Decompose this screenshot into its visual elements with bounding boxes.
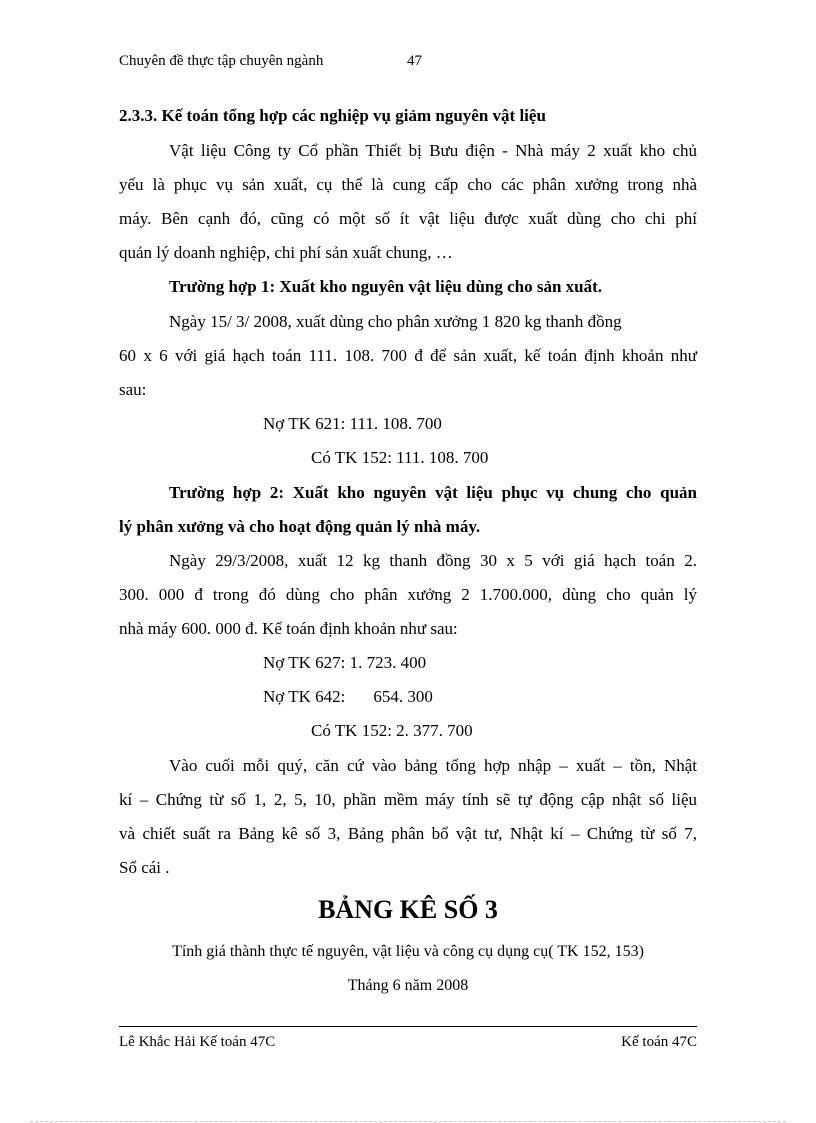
case2-debit-entry-627: Nợ TK 627: 1. 723. 400 [263, 653, 427, 672]
case2-line-3: nhà máy 600. 000 đ. Kế toán định khoản như sau: [119, 619, 458, 638]
closing-line-3: và chiết suất ra Bảng kê số 3, Bảng phân bổ vật tư, Nhật kí – Chứng từ số 7, [119, 824, 697, 843]
case2-line-2: 300. 000 đ trong đó dùng cho phân xưởng 2 1.700.000, dùng cho quản lý [119, 585, 697, 604]
closing-line-2: kí – Chứng từ số 1, 2, 5, 10, phần mềm máy tính sẽ tự động cập nhật số liệu [119, 790, 697, 809]
intro-line-2: yếu là phục vụ sản xuất, cụ thể là cung cấp cho các phân xưởng trong nhà [119, 175, 697, 194]
case2-credit-entry: Có TK 152: 2. 377. 700 [311, 721, 473, 740]
case2-debit-entry-642 [263, 685, 563, 709]
section-heading: 2.3.3. Kế toán tổng hợp các nghiệp vụ giảm nguyên vật liệu [119, 106, 546, 125]
case2-debit-642-value: 654. 300 [373, 687, 433, 706]
intro-line-3: máy. Bên cạnh đó, cũng có một số ít vật liệu được xuất dùng cho chi phí [119, 209, 697, 228]
footer-author: Lê Khắc Hải Kế toán 47C [119, 1034, 276, 1050]
case2-line-1: Ngày 29/3/2008, xuất 12 kg thanh đồng 30 x 5 với giá hạch toán 2. [169, 551, 697, 570]
intro-line-1: Vật liệu Công ty Cổ phần Thiết bị Bưu điện - Nhà máy 2 xuất kho chủ [169, 141, 697, 160]
case2-debit-642-label: Nợ TK 642: [263, 687, 346, 706]
case2-heading-line-1: Trường hợp 2: Xuất kho nguyên vật liệu phục vụ chung cho quản [169, 483, 697, 502]
page-number: 47 [407, 53, 422, 69]
case1-heading: Trường hợp 1: Xuất kho nguyên vật liệu dùng cho sản xuất. [169, 277, 603, 296]
page-header [119, 50, 422, 72]
case1-line-1: Ngày 15/ 3/ 2008, xuất dùng cho phân xưởng 1 820 kg thanh đồng [169, 312, 622, 331]
case1-debit-entry: Nợ TK 621: 111. 108. 700 [263, 414, 442, 433]
case1-line-2: 60 x 6 với giá hạch toán 111. 108. 700 đ để sản xuất, kế toán định khoản như [119, 346, 697, 365]
header-title: Chuyên đề thực tập chuyên ngành [119, 53, 324, 69]
intro-line-4: quản lý doanh nghiệp, chi phí sản xuất chung, … [119, 243, 453, 262]
closing-line-4: Sổ cái . [119, 858, 170, 877]
footer-class: Kế toán 47C [621, 1034, 697, 1050]
footer-rule [119, 1026, 697, 1027]
case2-heading-line-2: lý phân xưởng và cho hoạt động quản lý nhà máy. [119, 517, 481, 536]
table-subtitle: Tính giá thành thực tế nguyên, vật liệu và công cụ dụng cụ( TK 152, 153) [172, 943, 644, 960]
table-title: BẢNG KÊ SỐ 3 [318, 895, 498, 924]
case1-line-3: sau: [119, 380, 147, 399]
case1-credit-entry: Có TK 152: 111. 108. 700 [311, 448, 489, 467]
table-period: Tháng 6 năm 2008 [347, 977, 469, 994]
closing-line-1: Vào cuối mỗi quý, căn cứ vào bảng tổng hợp nhập – xuất – tồn, Nhật [169, 756, 697, 775]
page-bottom-divider [30, 1121, 786, 1122]
